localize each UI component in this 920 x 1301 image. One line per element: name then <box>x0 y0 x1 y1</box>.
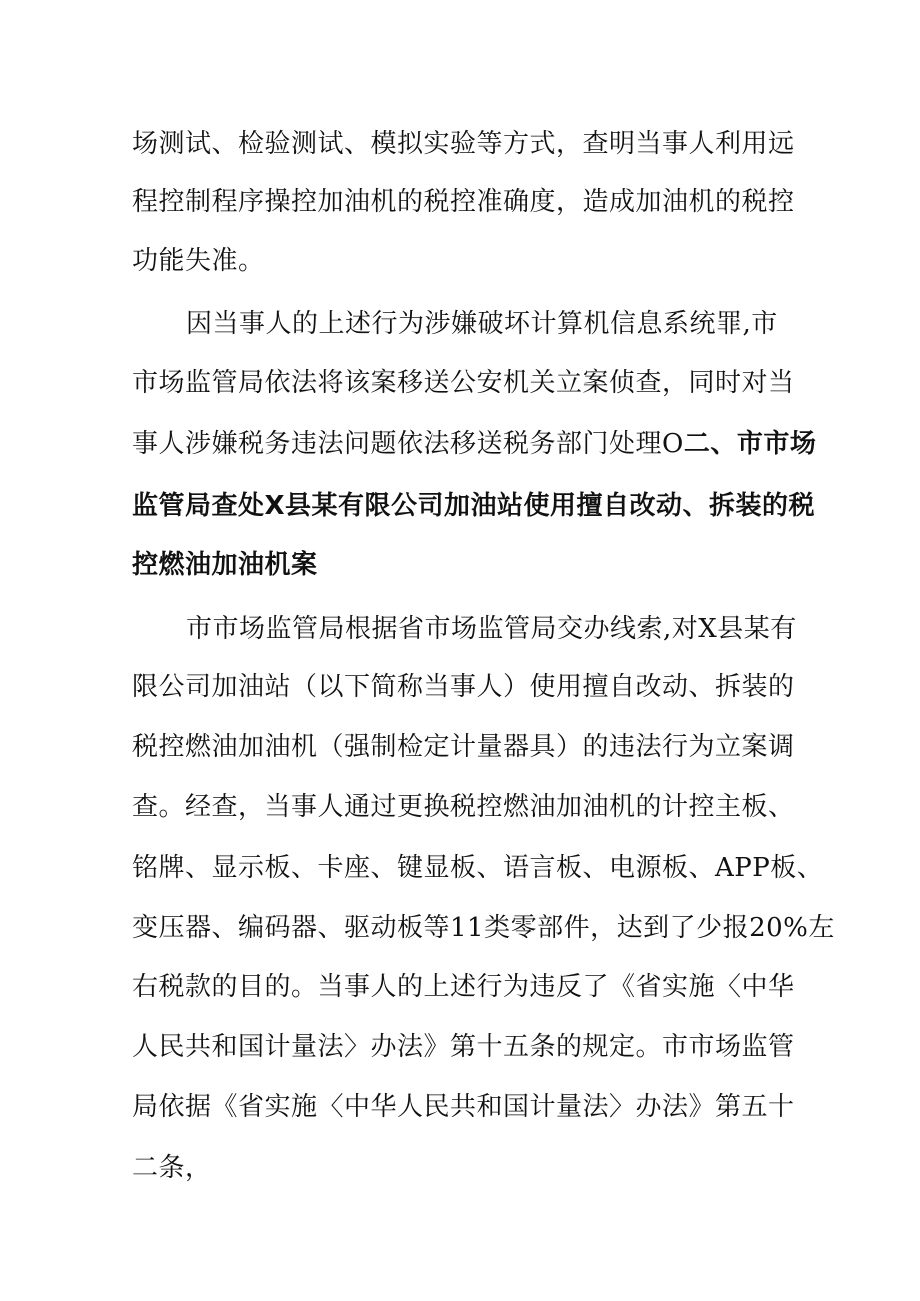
body-line: 右税款的目的。当事人的上述行为违反了《省实施〈中华 <box>132 972 795 1002</box>
body-line: 局依据《省实施〈中华人民共和国计量法〉办法》第五十 <box>132 1092 795 1122</box>
body-line: 市市场监管局根据省市场监管局交办线索,对X县某有 <box>186 614 797 644</box>
body-line: 查。经查，当事人通过更换税控燃油加油机的计控主板、 <box>132 792 795 822</box>
body-line: 场测试、检验测试、模拟实验等方式，查明当事人利用远 <box>132 129 795 159</box>
body-line: 铭牌、显示板、卡座、键显板、语言板、电源板、APP板、 <box>132 853 824 883</box>
section-heading: 监管局查处X县某有限公司加油站使用擅自改动、拆装的税 <box>132 491 816 521</box>
body-line: 人民共和国计量法〉办法》第十五条的规定。市市场监管 <box>132 1032 795 1062</box>
body-line: 税控燃油加油机（强制检定计量器具）的违法行为立案调 <box>132 732 795 762</box>
section-heading-part: 二、市市场 <box>683 429 817 459</box>
body-line: 二条， <box>132 1153 212 1183</box>
body-line: 程控制程序操控加油机的税控准确度，造成加油机的税控 <box>132 187 795 217</box>
body-line: 功能失准。 <box>132 246 265 276</box>
body-line: 市场监管局依法将该案移送公安机关立案侦查，同时对当 <box>132 368 795 398</box>
body-line-with-heading <box>132 424 817 464</box>
body-line: 因当事人的上述行为涉嫌破坏计算机信息系统罪,市 <box>186 309 778 339</box>
body-line: 事人涉嫌税务违法问题依法移送税务部门处理O <box>132 429 684 459</box>
body-line: 变压器、编码器、驱动板等11类零部件，达到了少报20%左 <box>132 913 835 943</box>
body-line: 限公司加油站（以下简称当事人）使用擅自改动、拆装的 <box>132 672 795 702</box>
section-heading: 控燃油加油机案 <box>132 550 318 580</box>
